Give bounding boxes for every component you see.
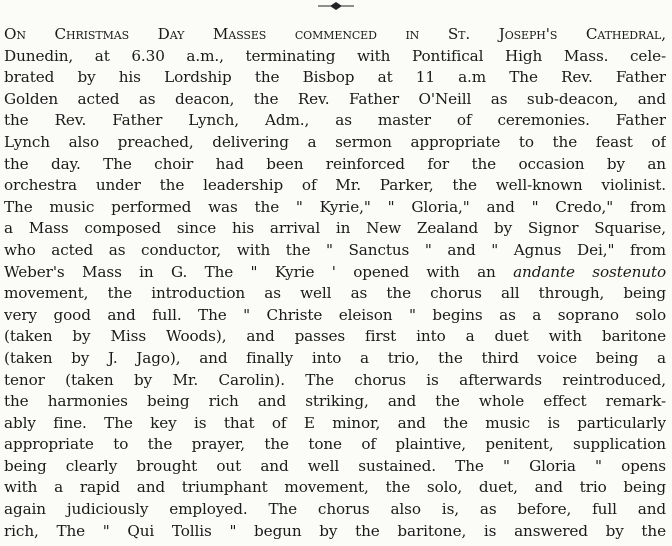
article-line: appropriate to the prayer, the tone of plaintive, penitent, supplication — [4, 435, 666, 454]
article-line: tenor (taken by Mr. Carolin). The chorus is afterwards reintroduced, — [4, 370, 666, 389]
italic-phrase: andante sostenuto — [513, 262, 666, 281]
article-line: brated by his Lordship the Bisbop at 11 a.m The Rev. Father — [4, 68, 666, 87]
article-line: the harmonies being rich and striking, and the whole effect remark- — [4, 392, 666, 411]
separator-ornament-icon — [318, 0, 354, 12]
article-line-with-italic — [4, 262, 666, 284]
article-line: Golden acted as deacon, the Rev. Father O'Neill as sub-deacon, and — [4, 89, 666, 108]
article-line: Lynch also preached, delivering a sermon appropriate to the feast of — [4, 132, 666, 151]
article-line: (taken by J. Jago), and finally into a trio, the third voice being a — [4, 348, 666, 367]
article-line: movement, the introduction as well as the chorus all through, being — [4, 284, 666, 303]
article-line: the Rev. Father Lynch, Adm., as master of ceremonies. Father — [4, 111, 666, 130]
article-line: Dunedin, at 6.30 a.m., terminating with Pontifical High Mass. cele- — [4, 46, 666, 65]
article-line: rich, The " Qui Tollis " begun by the baritone, is answered by the — [4, 521, 666, 540]
article-line: with a rapid and triumphant movement, the solo, duet, and trio being — [4, 478, 666, 497]
article-line: (taken by Miss Woods), and passes first into a duet with baritone — [4, 327, 666, 346]
article-line: very good and full. The " Christe eleison " begins as a soprano solo — [4, 305, 666, 324]
article-line: who acted as conductor, with the " Sanctus " and " Agnus Dei," from — [4, 240, 666, 259]
article-line: The music performed was the " Kyrie," " Gloria," and " Credo," from — [4, 197, 666, 216]
article-line-text: Weber's Mass in G. The " Kyrie ' opened with an — [4, 262, 514, 281]
article-line: again judiciously employed. The chorus also is, as before, full and — [4, 500, 666, 519]
article-line: ably fine. The key is that of E minor, and the music is particularly — [4, 413, 666, 432]
article-line: being clearly brought out and well sustained. The " Gloria " opens — [4, 456, 666, 475]
article-line: On Christmas Day Masses commenced in St. Joseph's Cathedral, — [4, 25, 666, 43]
article-line: the day. The choir had been reinforced for the occasion by an — [4, 154, 666, 173]
article-body — [4, 24, 666, 542]
article-line: orchestra under the leadership of Mr. Parker, the well-known violinist. — [4, 176, 666, 195]
article-line: a Mass composed since his arrival in New Zealand by Signor Squarise, — [4, 219, 666, 238]
